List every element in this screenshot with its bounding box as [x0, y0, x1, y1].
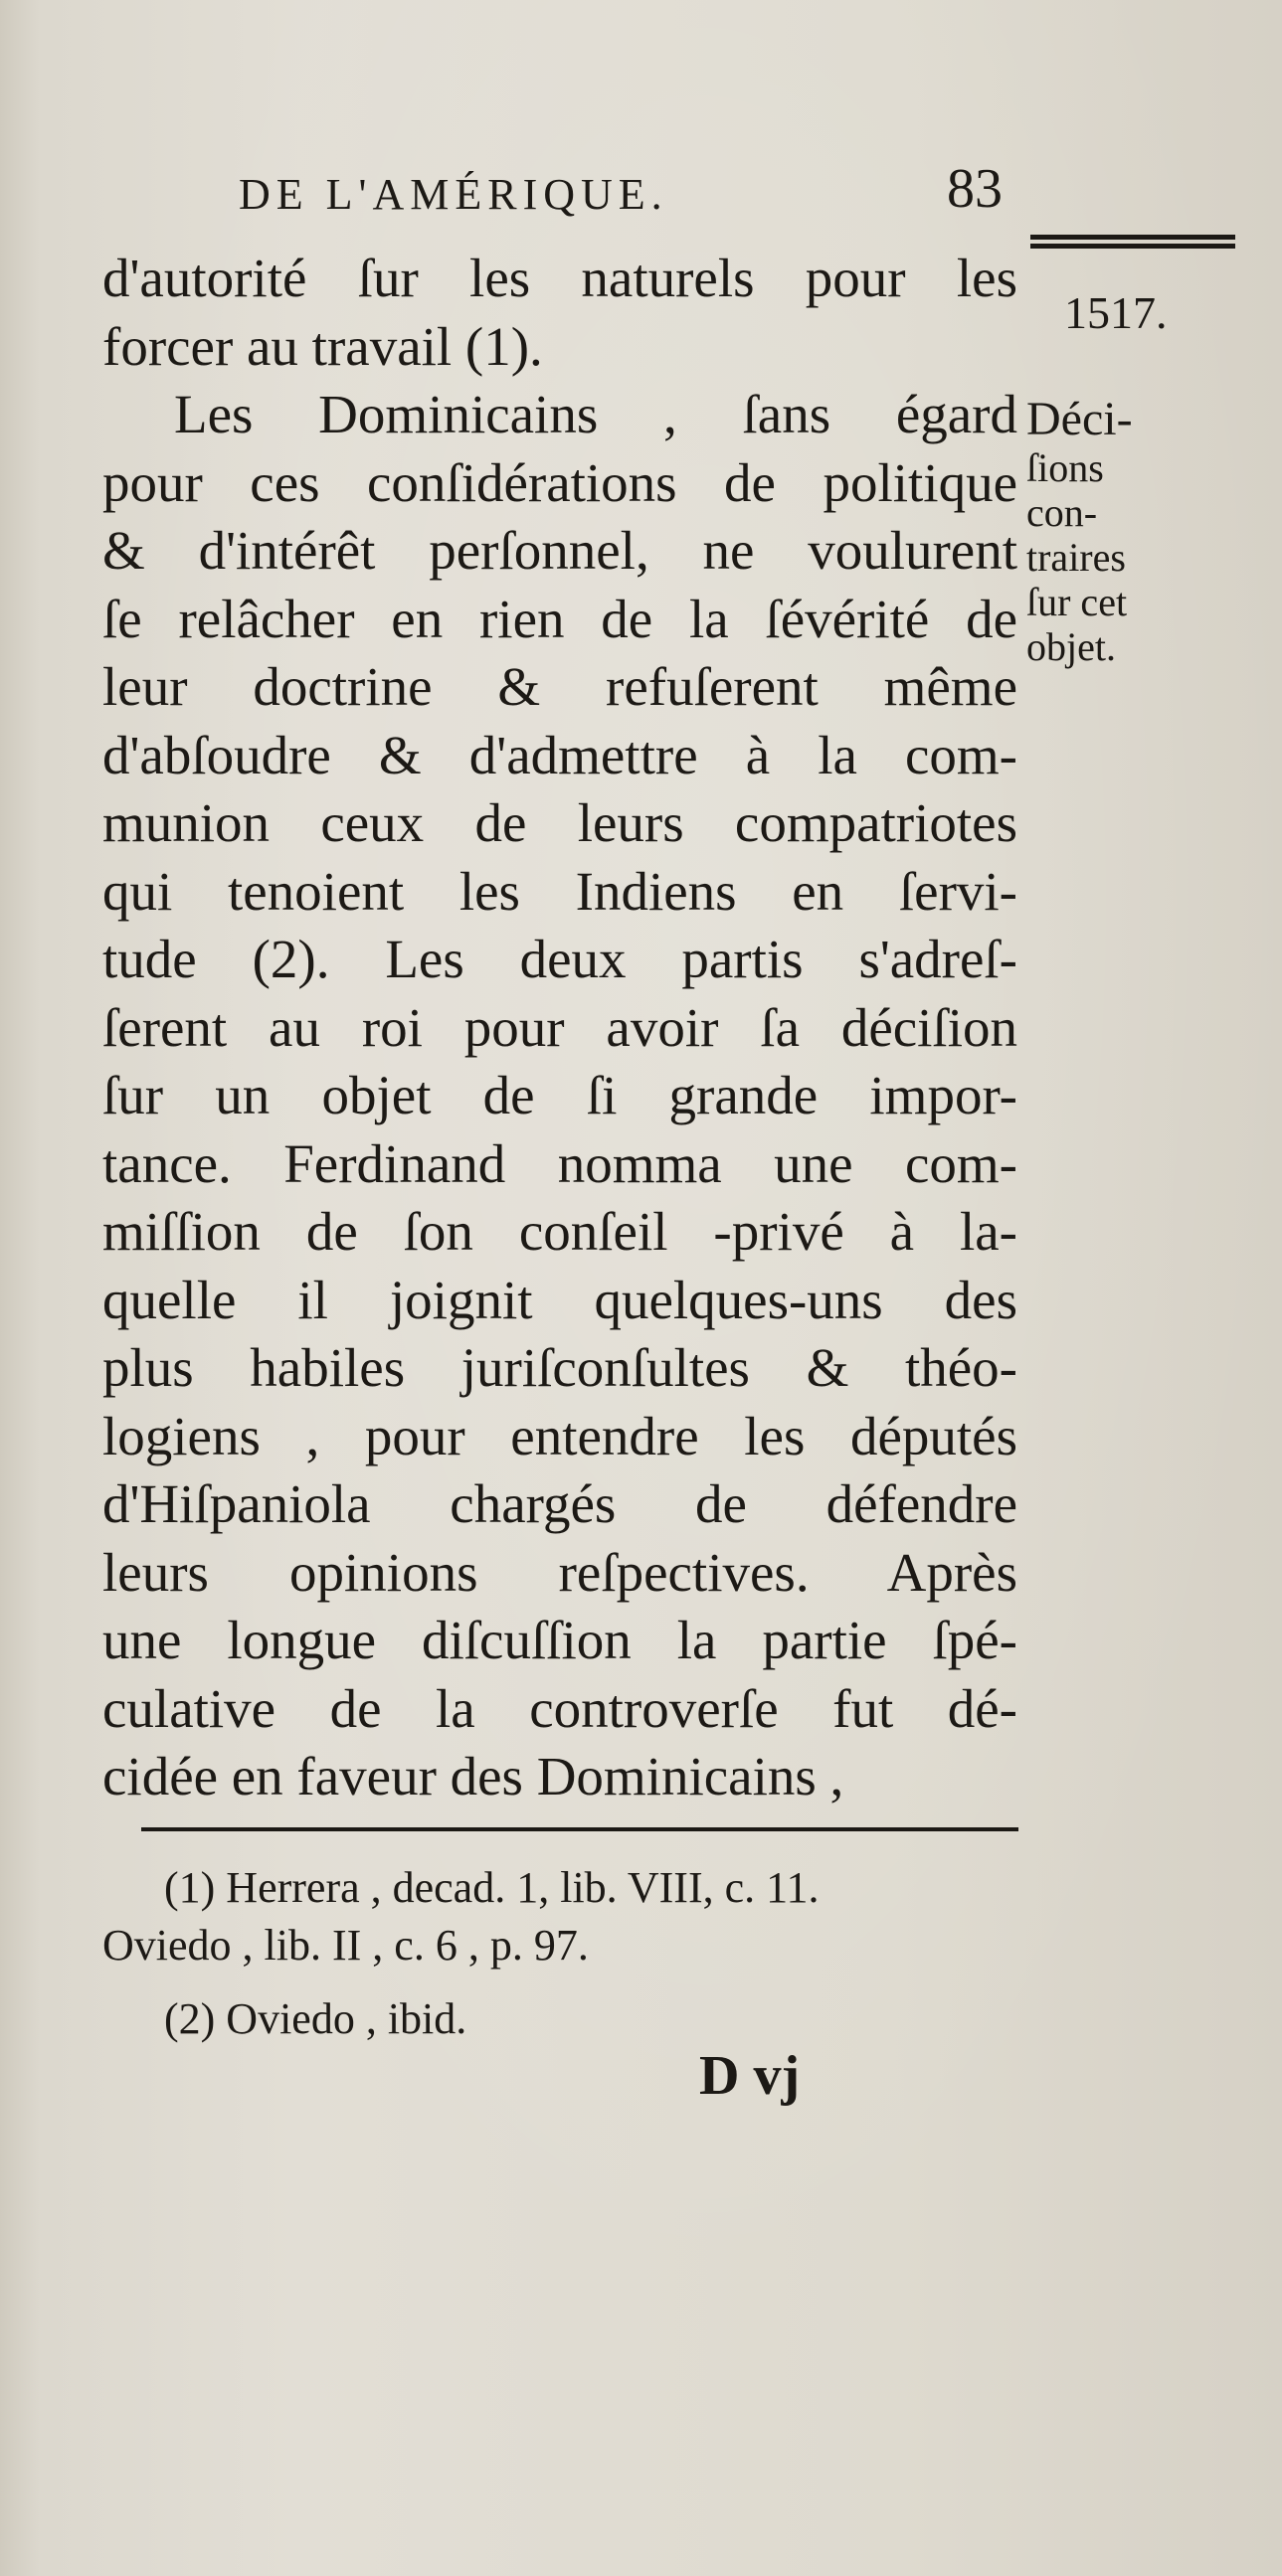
text-line: cidée en faveur des Dominicains , [102, 1746, 844, 1806]
text-line: ſe relâcher en rien de la ſévérité de [102, 588, 1017, 649]
text-line: munion ceux de leurs compatriotes [102, 792, 1017, 853]
margin-note-line: ſur cet [1026, 580, 1128, 624]
text-line: tance. Ferdinand nomma une com- [102, 1132, 1017, 1194]
text-line: & d'intérêt perſonnel, ne voulurent [102, 520, 1017, 581]
margin-note-line: ſions [1026, 445, 1104, 490]
margin-note-line: Déci- [1026, 393, 1133, 445]
margin-note-line: con- [1026, 490, 1098, 535]
text-line: ſerent au roi pour avoir ſa déciſion [102, 996, 1017, 1058]
margin-year: 1517. [1064, 287, 1168, 338]
text-line: une longue diſcuſſion la partie ſpé- [102, 1610, 1017, 1670]
text-line: culative de la controverſe fut dé- [102, 1677, 1017, 1739]
text-line: d'abſoudre & d'admettre à la com- [102, 724, 1017, 785]
running-head [239, 157, 1034, 227]
text-line: leurs opinions reſpectives. Après [102, 1541, 1017, 1603]
footnotes [102, 1859, 1047, 2048]
margin-note-line: objet. [1026, 624, 1116, 669]
text-line: d'autorité ſur les naturels pour les [102, 248, 1017, 308]
text-line: tude (2). Les deux partis s'adreſ- [102, 929, 1017, 989]
text-line: ſur un objet de ſi grande impor- [102, 1065, 1017, 1125]
text-line: qui tenoient les Indiens en ſervi- [102, 860, 1017, 922]
text-line: quelle il joignit quelques-uns des [102, 1269, 1017, 1330]
footnote-rule [141, 1827, 1018, 1831]
text-line: miſſion de ſon conſeil -privé à la- [102, 1201, 1017, 1262]
signature-mark: D vj [699, 2045, 801, 2107]
running-head-title: DE L'AMÉRIQUE. [239, 170, 668, 219]
margin-note [1026, 394, 1255, 669]
text-line: forcer au travail (1). [102, 315, 543, 377]
body-text [102, 245, 1017, 1811]
text-line: d'Hiſpaniola chargés de défendre [102, 1473, 1017, 1534]
page-number: 83 [947, 158, 1003, 220]
margin-double-rule [1030, 235, 1235, 249]
footnote-line: (1) Herrera , decad. 1, lib. VIII, c. 11. [164, 1863, 820, 1912]
margin-note-line: traires [1026, 535, 1126, 580]
text-line: leur doctrine & refuſerent même [102, 656, 1017, 717]
text-line: pour ces conſidérations de politique [102, 451, 1017, 513]
footnote-line: (2) Oviedo , ibid. [164, 1994, 467, 2043]
text-line: Les Dominicains , ſans égard [174, 384, 1017, 444]
footnote-line: Oviedo , lib. II , c. 6 , p. 97. [102, 1921, 589, 1970]
text-line: logiens , pour entendre les députés [102, 1405, 1017, 1466]
text-line: plus habiles juriſconſultes & théo- [102, 1337, 1017, 1398]
